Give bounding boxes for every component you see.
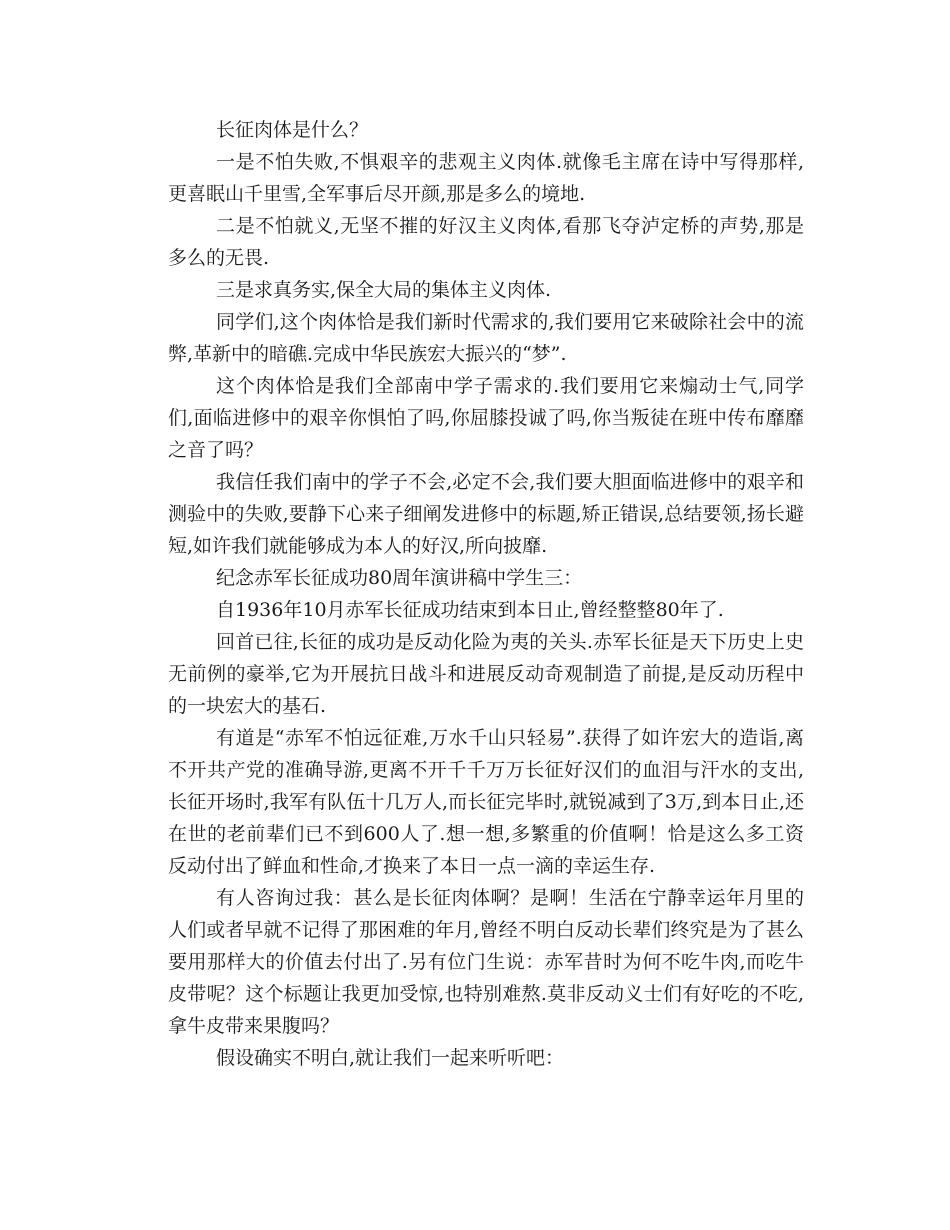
paragraph: 自1936年10月赤军长征成功结束到本日止,曾经整整80年了. [216,599,724,621]
paragraph: 回首已往,长征的成功是反动化险为夷的关头.赤军长征是天下历史上史无前例的豪举,它为开展抗日战斗和进展反动奇观制造了前提,是反动历程中的一块宏大的基石. [168,631,804,717]
paragraph: 长征肉体是什么？ [216,119,369,141]
section-heading: 纪念赤军长征成功80周年演讲稿中学生三： [216,567,583,589]
paragraph: 我信任我们南中的学子不会,必定不会,我们要大胆面临进修中的艰辛和测验中的失败,要静下心来子细阐发进修中的标题,矫正错误,总结要领,扬长避短,如许我们就能够成为本人的好汉,所向披靡. [168,471,804,557]
paragraph: 同学们,这个肉体恰是我们新时代需求的,我们要用它来破除社会中的流弊,革新中的暗礁.完成中华民族宏大振兴的“梦”. [168,311,804,365]
paragraph: 有人咨询过我：甚么是长征肉体啊？是啊！生活在宁静幸运年月里的人们或者早就不记得了那困难的年月,曾经不明白反动长辈们终究是为了甚么要用那样大的价值去付出了.另有位门生说：赤军昔时为何不吃牛肉,而吃牛皮带呢？这个标题让我更加受惊,也特别难熬.莫非反动义士们有好吃的不吃,拿牛皮带来果腹吗？ [168,887,804,1037]
paragraph: 二是不怕就义,无坚不摧的好汉主义肉体,看那飞夺泸定桥的声势,那是多么的无畏. [168,215,804,269]
paragraph: 假设确实不明白,就让我们一起来听听吧： [216,1047,565,1069]
paragraph: 这个肉体恰是我们全部南中学子需求的.我们要用它来煽动士气,同学们,面临进修中的艰辛你惧怕了吗,你屈膝投诚了吗,你当叛徒在班中传布靡靡之音了吗？ [168,375,804,461]
paragraph: 三是求真务实,保全大局的集体主义肉体. [216,279,552,301]
paragraph: 有道是“赤军不怕远征难,万水千山只轻易”.获得了如许宏大的造诣,离不开共产党的准确导游,更离不开千千万万长征好汉们的血泪与汗水的支出,长征开场时,我军有队伍十几万人,而长征完毕时,就锐减到了3万,到本日止,还在世的老前辈们已不到600人了.想一想,多繁重的价值啊！恰是这么多工资反动付出了鲜血和性命,才换来了本日一点一滴的幸运生存. [168,727,804,877]
paragraph: 一是不怕失败,不惧艰辛的悲观主义肉体.就像毛主席在诗中写得那样,更喜眠山千里雪,全军事后尽开颜,那是多么的境地. [168,151,804,205]
document-body [168,114,804,1074]
